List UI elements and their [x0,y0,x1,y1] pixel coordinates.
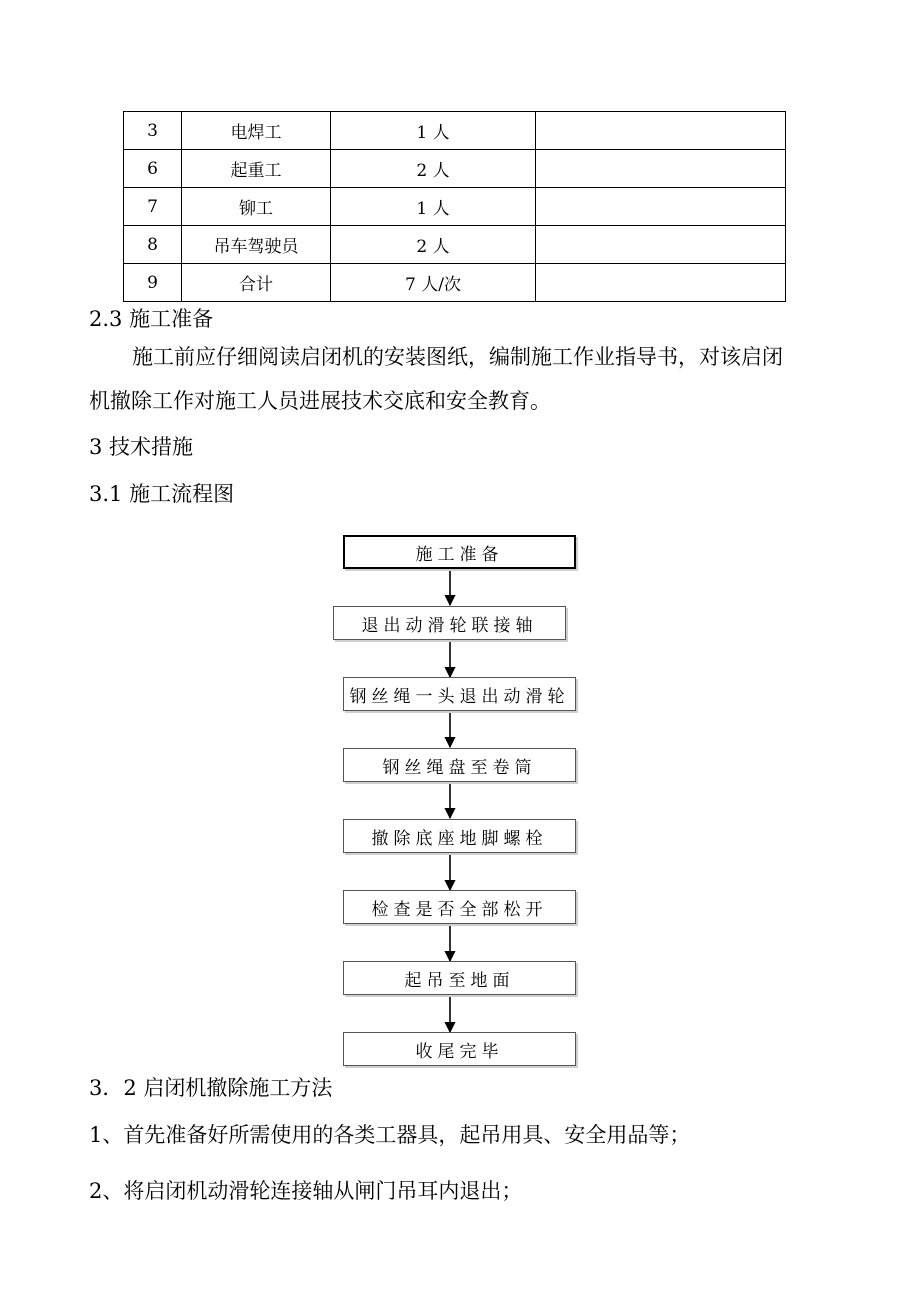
section-2-3-paragraph-line-2: 机撤除工作对施工人员进展技术交底和安全教育。 [89,389,551,413]
flow-step-remove-pulley-shaft: 退出动滑轮联接轴 [333,606,566,640]
row-number: 6 [124,150,182,188]
flow-step-remove-anchor-bolts: 撤除底座地脚螺栓 [343,819,576,853]
role-cell: 铆工 [182,188,331,226]
role-cell: 起重工 [182,150,331,188]
section-3-2-item-2: 2、将启闭机动滑轮连接轴从闸门吊耳内退出； [89,1179,523,1203]
section-3-heading: 3 技术措施 [89,435,194,459]
flow-step-lift-to-ground: 起吊至地面 [343,961,576,995]
count-cell: 7 人/次 [331,264,536,302]
section-3-2-item-1: 1、首先准备好所需使用的各类工器具，起吊用具、安全用品等； [89,1123,691,1147]
row-number: 7 [124,188,182,226]
count-cell: 2 人 [331,150,536,188]
flow-step-rope-out-pulley: 钢丝绳一头退出动滑轮 [343,677,576,711]
role-cell: 吊车驾驶员 [182,226,331,264]
count-cell: 1 人 [331,112,536,150]
row-number: 8 [124,226,182,264]
row-number: 3 [124,112,182,150]
section-2-3-heading: 2.3 施工准备 [89,307,214,331]
flow-step-check-loosened: 检查是否全部松开 [343,890,576,924]
role-cell: 电焊工 [182,112,331,150]
row-number: 9 [124,264,182,302]
section-3-2-heading: 3．2 启闭机撤除施工方法 [89,1076,333,1100]
section-3-1-heading: 3.1 施工流程图 [89,482,235,506]
flow-step-finish: 收尾完毕 [343,1032,576,1066]
count-cell: 1 人 [331,188,536,226]
role-cell: 合计 [182,264,331,302]
section-2-3-paragraph-line-1: 施工前应仔细阅读启闭机的安装图纸，编制施工作业指导书，对该启闭 [132,345,783,369]
flow-step-prepare: 施工准备 [343,535,576,569]
flow-step-coil-rope: 钢丝绳盘至卷筒 [343,748,576,782]
count-cell: 2 人 [331,226,536,264]
